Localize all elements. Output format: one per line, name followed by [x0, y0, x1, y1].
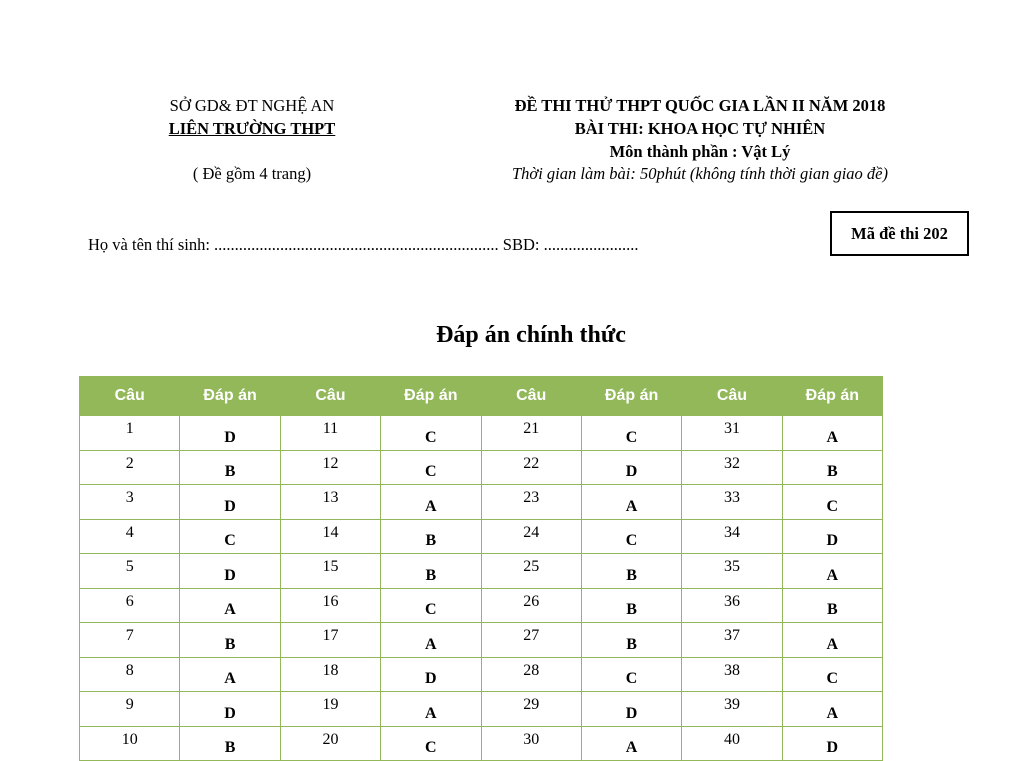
- question-number: 3: [80, 485, 180, 520]
- question-number: 10: [80, 726, 180, 761]
- question-number: 35: [682, 554, 782, 589]
- table-row: [80, 657, 883, 692]
- answer-letter: B: [782, 588, 882, 623]
- question-number: 12: [280, 450, 380, 485]
- answer-letter: D: [782, 726, 882, 761]
- answer-table-header: [80, 377, 883, 416]
- header-answer: Đáp án: [381, 377, 481, 416]
- question-number: 16: [280, 588, 380, 623]
- question-number: 20: [280, 726, 380, 761]
- answer-letter: C: [381, 588, 481, 623]
- question-number: 36: [682, 588, 782, 623]
- question-number: 15: [280, 554, 380, 589]
- question-number: 8: [80, 657, 180, 692]
- question-number: 6: [80, 588, 180, 623]
- answer-letter: C: [381, 415, 481, 450]
- answer-title: Đáp án chính thức: [436, 322, 626, 348]
- answer-letter: A: [180, 588, 280, 623]
- pages-note: ( Đề gồm 4 trang): [192, 164, 312, 183]
- question-number: 40: [682, 726, 782, 761]
- duration-line: Thời gian làm bài: 50phút (không tính thời gian giao đề): [511, 164, 888, 183]
- answer-letter: A: [782, 415, 882, 450]
- question-number: 27: [481, 623, 581, 658]
- question-number: 14: [280, 519, 380, 554]
- header-row: [80, 377, 883, 416]
- question-number: 26: [481, 588, 581, 623]
- question-number: 38: [682, 657, 782, 692]
- question-number: 29: [481, 692, 581, 727]
- answer-letter: B: [581, 623, 681, 658]
- header-question: Câu: [80, 377, 180, 416]
- answer-table-body: [80, 415, 883, 761]
- question-number: 39: [682, 692, 782, 727]
- table-row: [80, 485, 883, 520]
- exam-name: BÀI THI: KHOA HỌC TỰ NHIÊN: [574, 119, 826, 138]
- question-number: 7: [80, 623, 180, 658]
- question-number: 33: [682, 485, 782, 520]
- question-number: 34: [682, 519, 782, 554]
- answer-letter: B: [180, 623, 280, 658]
- table-row: [80, 588, 883, 623]
- answer-letter: D: [381, 657, 481, 692]
- question-number: 2: [80, 450, 180, 485]
- answer-letter: D: [180, 554, 280, 589]
- question-number: 37: [682, 623, 782, 658]
- table-row: [80, 415, 883, 450]
- answer-letter: C: [581, 519, 681, 554]
- answer-letter: D: [180, 692, 280, 727]
- table-row: [80, 692, 883, 727]
- answer-letter: B: [180, 726, 280, 761]
- question-number: 19: [280, 692, 380, 727]
- answer-letter: B: [180, 450, 280, 485]
- question-number: 21: [481, 415, 581, 450]
- question-number: 32: [682, 450, 782, 485]
- answer-letter: B: [782, 450, 882, 485]
- answer-letter: C: [581, 657, 681, 692]
- candidate-line: Họ và tên thí sinh: ..................................................................... SBD: .......................: [88, 235, 639, 254]
- answer-letter: B: [381, 519, 481, 554]
- question-number: 28: [481, 657, 581, 692]
- answer-letter: D: [581, 450, 681, 485]
- header-answer: Đáp án: [581, 377, 681, 416]
- table-row: [80, 623, 883, 658]
- question-number: 11: [280, 415, 380, 450]
- header-question: Câu: [280, 377, 380, 416]
- answer-letter: C: [782, 657, 882, 692]
- answer-letter: A: [381, 485, 481, 520]
- answer-letter: B: [381, 554, 481, 589]
- answer-letter: A: [180, 657, 280, 692]
- table-row: [80, 519, 883, 554]
- question-number: 18: [280, 657, 380, 692]
- answer-letter: C: [581, 415, 681, 450]
- question-number: 4: [80, 519, 180, 554]
- question-number: 22: [481, 450, 581, 485]
- answer-letter: B: [581, 554, 681, 589]
- answer-letter: D: [180, 415, 280, 450]
- question-number: 31: [682, 415, 782, 450]
- question-number: 9: [80, 692, 180, 727]
- question-number: 23: [481, 485, 581, 520]
- answer-letter: A: [581, 726, 681, 761]
- header-question: Câu: [682, 377, 782, 416]
- question-number: 24: [481, 519, 581, 554]
- school-name: LIÊN TRƯỜNG THPT: [168, 119, 336, 138]
- exam-code-box: Mã đề thi 202: [830, 211, 969, 256]
- answer-letter: A: [381, 623, 481, 658]
- header-answer: Đáp án: [782, 377, 882, 416]
- answer-letter: D: [581, 692, 681, 727]
- answer-letter: D: [180, 485, 280, 520]
- answer-table: [79, 376, 883, 761]
- answer-letter: A: [581, 485, 681, 520]
- header-question: Câu: [481, 377, 581, 416]
- question-number: 5: [80, 554, 180, 589]
- department-name: SỞ GD& ĐT NGHỆ AN: [169, 96, 335, 115]
- question-number: 17: [280, 623, 380, 658]
- answer-letter: D: [782, 519, 882, 554]
- question-number: 13: [280, 485, 380, 520]
- header-answer: Đáp án: [180, 377, 280, 416]
- answer-letter: A: [782, 554, 882, 589]
- answer-letter: C: [180, 519, 280, 554]
- answer-letter: A: [381, 692, 481, 727]
- exam-title: ĐỀ THI THỬ THPT QUỐC GIA LẦN II NĂM 2018: [514, 96, 886, 115]
- answer-letter: C: [381, 726, 481, 761]
- question-number: 25: [481, 554, 581, 589]
- answer-letter: C: [381, 450, 481, 485]
- table-row: [80, 450, 883, 485]
- question-number: 30: [481, 726, 581, 761]
- subject-line: Môn thành phần : Vật Lý: [609, 142, 791, 161]
- answer-letter: C: [782, 485, 882, 520]
- table-row: [80, 554, 883, 589]
- answer-letter: A: [782, 623, 882, 658]
- question-number: 1: [80, 415, 180, 450]
- table-row: [80, 726, 883, 761]
- answer-letter: B: [581, 588, 681, 623]
- answer-letter: A: [782, 692, 882, 727]
